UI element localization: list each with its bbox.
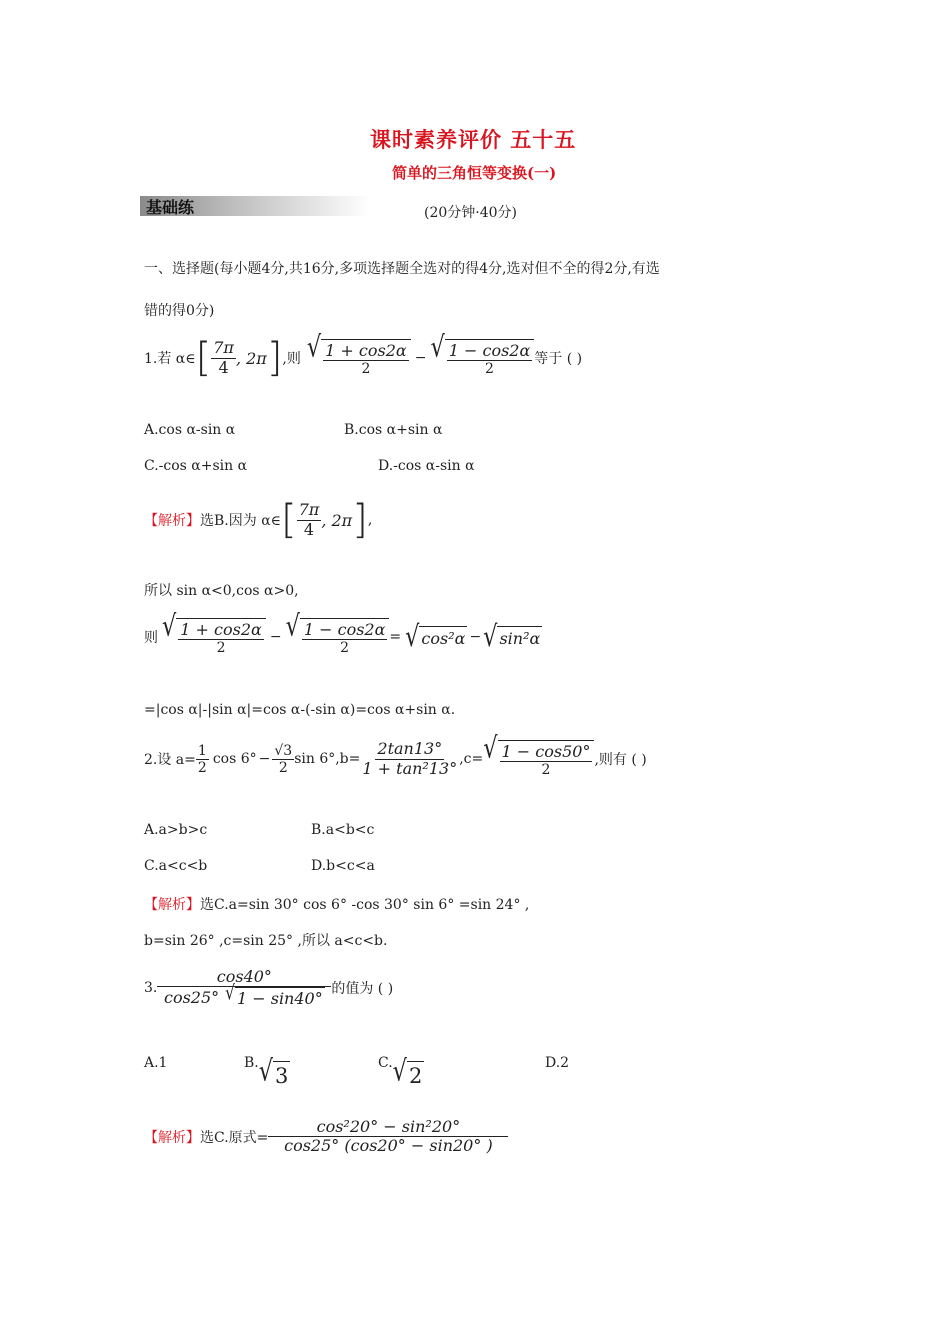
radical-sign: √ xyxy=(483,620,498,654)
q2-c-num: 1 − cos50° xyxy=(501,742,591,761)
q2-root3: √3 xyxy=(274,742,293,759)
q2-option-d: D.b<c<a xyxy=(311,858,375,874)
q1-option-a: A.cos α-sin α xyxy=(144,422,236,438)
q3-option-a: A.1 xyxy=(144,1055,168,1071)
q3-den xyxy=(162,981,327,1009)
q1-radical-1 xyxy=(306,330,411,378)
solution-tag: 【解析】 xyxy=(144,513,200,529)
q1-interval-fraction xyxy=(211,339,236,377)
q1-sol3-prefix: 则 xyxy=(144,630,158,647)
radical-sign: √ xyxy=(225,981,235,1005)
q1-solution-line4: =|cos α|-|sin α|=cos α-(-sin α)=cos α+sin α. xyxy=(144,702,456,718)
q1-sol-radical-2 xyxy=(285,609,390,657)
part-heading-line1: 一、选择题(每小题4分,共16分,多项选择题全选对的得4分,选对但不全的得2分,有选 xyxy=(144,261,660,277)
q1-option-b: B.cos α+sin α xyxy=(344,422,443,438)
q2-minus: − xyxy=(258,751,271,768)
question-1 xyxy=(144,330,583,381)
q2-b-label: ,b= xyxy=(335,751,361,768)
q2-b-fraction xyxy=(360,740,459,778)
radical-sign: √ xyxy=(258,1054,274,1089)
q3-option-c xyxy=(378,1055,424,1088)
q2-option-c: C.a<c<b xyxy=(144,858,208,874)
radical-sign: √ xyxy=(285,609,300,644)
q1-sol-rad2-den: 2 xyxy=(340,640,350,657)
q3-den-radical xyxy=(225,981,325,1009)
q3-option-d: D.2 xyxy=(545,1055,570,1071)
q1-sol-radical-3 xyxy=(405,620,467,654)
solution-tag: 【解析】 xyxy=(144,1129,200,1146)
q1-sol-minus-2: − xyxy=(469,629,482,646)
radical-sign: √ xyxy=(405,620,420,654)
left-bracket: [ xyxy=(195,335,212,381)
q1-minus: − xyxy=(414,350,427,366)
q1-solution-line1 xyxy=(144,497,373,543)
radical-sign: √ xyxy=(306,330,322,365)
page-title: 课时素养评价 五十五 xyxy=(370,127,577,152)
q1-option-c: C.-cos α+sin α xyxy=(144,458,248,474)
q1-solution-line3 xyxy=(144,609,542,657)
solution-tag: 【解析】 xyxy=(144,897,200,913)
q3-den-rad-body: 1 − sin40° xyxy=(236,989,323,1009)
q2-c-label: ,c= xyxy=(459,751,484,768)
q1-sol-rad1-den: 2 xyxy=(216,640,226,657)
q1-interval-den: 4 xyxy=(218,357,229,377)
q2-a-fraction xyxy=(196,743,209,776)
q3-num: cos40° xyxy=(157,968,331,987)
q2-a-num: 1 xyxy=(197,742,207,759)
q3-solution xyxy=(144,1118,508,1156)
q3-option-b xyxy=(244,1055,290,1088)
q3-option-c-label: C. xyxy=(378,1055,393,1071)
q2-solution-line1 xyxy=(144,894,529,914)
page-subtitle: 简单的三角恒等变换(一) xyxy=(392,164,557,182)
q1-sol-interval-den: 4 xyxy=(303,519,315,539)
q1-sol-cos2: cos²α xyxy=(419,626,467,648)
q1-sol-radical-4 xyxy=(483,620,542,654)
q2-option-a: A.a>b>c xyxy=(144,822,208,838)
part-heading-line2: 错的得0分) xyxy=(144,303,215,319)
q1-sol-prefix: 选B.因为 α∈ xyxy=(200,513,282,529)
q3-sol-num: cos²20° − sin²20° xyxy=(268,1118,508,1137)
q3-sol-prefix: 选C.原式= xyxy=(200,1129,269,1146)
q1-sol-equals: = xyxy=(389,629,402,646)
q2-root3-fraction xyxy=(272,743,294,776)
q2-prefix: 2.设 a= xyxy=(144,752,196,769)
left-bracket: [ xyxy=(281,497,297,543)
radical-sign: √ xyxy=(392,1054,407,1089)
q1-sol-radical-1 xyxy=(162,609,266,657)
radical-sign: √ xyxy=(483,731,498,766)
q2-c-radical xyxy=(483,731,594,779)
q1-rad2-den: 2 xyxy=(485,361,494,378)
q3-option-b-label: B. xyxy=(244,1055,259,1071)
question-3 xyxy=(144,968,393,1009)
q3-fraction xyxy=(157,968,331,1009)
right-bracket: ] xyxy=(266,335,283,381)
right-bracket: ] xyxy=(352,497,368,543)
q1-sol-rad1-num: 1 + cos2α xyxy=(180,620,262,639)
q3-option-c-value: 2 xyxy=(407,1061,424,1088)
q3-option-c-radical xyxy=(392,1054,425,1089)
q1-sol-interval-tail: , 2π xyxy=(321,510,353,530)
q1-radical-2 xyxy=(430,330,534,378)
q1-sol-minus: − xyxy=(269,629,282,646)
q1-option-d: D.-cos α-sin α xyxy=(378,458,475,474)
q1-sol-rad2-num: 1 − cos2α xyxy=(303,620,386,639)
q2-solution-line2: b=sin 26° ,c=sin 25° ,所以 a<c<b. xyxy=(144,933,388,949)
q2-b-num: 2tan13° xyxy=(377,739,443,759)
time-limit: (20分钟·40分) xyxy=(424,205,518,221)
q2-root3-den: 2 xyxy=(278,759,288,776)
q1-sol-tail: , xyxy=(367,512,373,528)
q1-prefix: 1.若 α∈ xyxy=(144,351,196,367)
q1-sol-interval-num: 7π xyxy=(298,500,320,520)
q1-suffix: 等于 ( ) xyxy=(534,351,583,367)
q1-interval-tail: , 2π xyxy=(235,348,267,368)
radical-sign: √ xyxy=(162,609,177,644)
q3-option-b-radical xyxy=(258,1054,291,1089)
radical-sign: √ xyxy=(430,330,445,365)
q1-rad1-den: 2 xyxy=(361,361,371,378)
q2-cos6: cos 6° xyxy=(212,751,257,768)
q2-sol-line1-text: 选C.a=sin 30° cos 6° -cos 30° sin 6° =sin 24° , xyxy=(200,897,530,913)
q2-a-den: 2 xyxy=(197,759,207,776)
q3-suffix: 的值为 ( ) xyxy=(331,981,394,998)
q1-solution-line2: 所以 sin α<0,cos α>0, xyxy=(144,583,299,599)
q2-b-den: 1 + tan²13° xyxy=(362,758,458,778)
q2-c-den: 2 xyxy=(541,762,551,779)
q2-option-b: B.a<b<c xyxy=(311,822,375,838)
q3-sol-den: cos25° (cos20° − sin20° ) xyxy=(284,1136,493,1156)
q1-interval-num: 7π xyxy=(213,338,234,358)
section-label: 基础练 xyxy=(146,198,195,217)
q1-rad1-num: 1 + cos2α xyxy=(325,340,407,360)
q1-sol-sin2: sin²α xyxy=(497,626,542,648)
q2-suffix: ,则有 ( ) xyxy=(594,752,647,769)
question-2 xyxy=(144,731,647,779)
q3-option-b-value: 3 xyxy=(273,1061,290,1088)
q1-sol-interval-fraction xyxy=(297,501,322,539)
q3-prefix: 3. xyxy=(144,980,158,997)
q2-sin6: sin 6° xyxy=(294,751,336,768)
q3-sol-fraction xyxy=(268,1118,508,1156)
q1-mid: ,则 xyxy=(282,351,301,367)
q3-den-cos25: cos25° xyxy=(163,987,220,1007)
q1-rad2-num: 1 − cos2α xyxy=(448,340,531,360)
